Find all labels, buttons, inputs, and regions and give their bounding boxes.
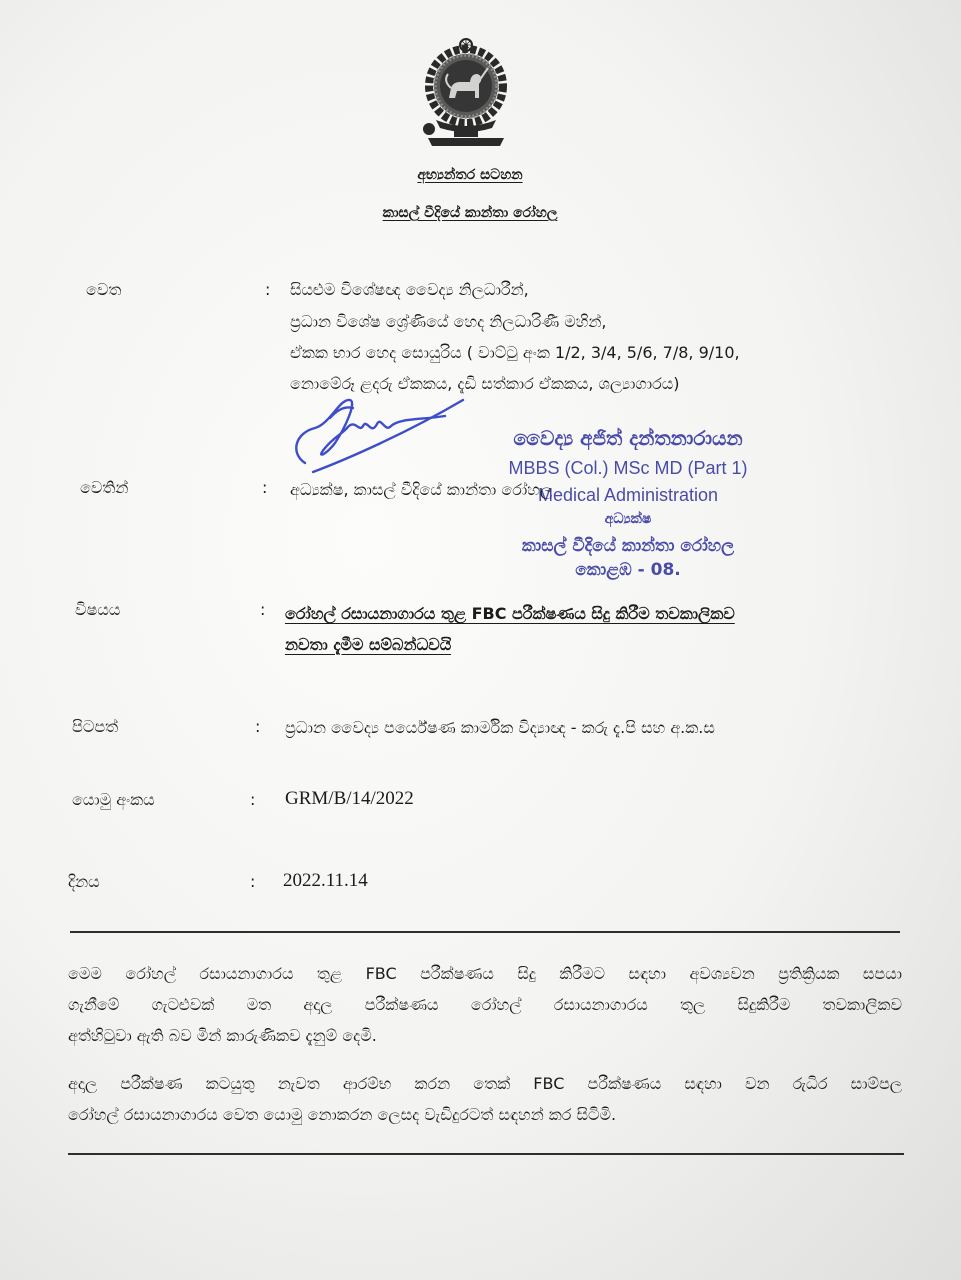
- to-line: සියළුම විශේෂඥ වෛද්‍ය නිලධාරීන්,: [290, 280, 529, 299]
- copies-colon: :: [255, 717, 261, 736]
- stamp-title: අධ්‍යක්ෂ: [604, 511, 652, 527]
- stamp-specialty: Medical Administration: [537, 485, 719, 505]
- body-line: මෙම රෝහල් රසායනාගාරය තුළ FBC පරීක්ෂණය සිදු කිරීමට සඳහා අවශ්‍යවන ප්‍රතික්‍රියක සපයා: [68, 964, 902, 983]
- sun-icon: [423, 123, 435, 135]
- date-value: 2022.11.14: [283, 870, 368, 891]
- reference-label: යොමු අංකය: [72, 790, 155, 809]
- copies-value: ප්‍රධාන වෛද්‍ය පර්යේෂණ කාර්මික විද්‍යාඥ - කරු දැ.පි සහ අ.ක.ස: [285, 718, 715, 737]
- copies-row: [0, 716, 961, 742]
- signature-icon: [285, 388, 475, 488]
- body-line: අදාල පරීක්ෂණ කටයුතු නැවත ආරම්භ කරන තෙක් FBC පරීක්ෂණය සඳහා වන රුධිර සාම්පල: [68, 1074, 902, 1093]
- institution-text: කාසල් වීදියේ කාන්තා රෝහල: [382, 205, 558, 221]
- date-label: දිනය: [68, 872, 100, 891]
- moon-icon: [497, 123, 503, 135]
- to-label: වෙත: [86, 280, 122, 299]
- vase-base: [428, 120, 504, 146]
- subject-line: නවතා දැමීම සම්බන්ධවයි: [285, 635, 452, 654]
- date-colon: :: [250, 872, 256, 891]
- stamp-institution: කාසල් වීදියේ කාන්තා රෝහල: [521, 536, 735, 556]
- from-colon: :: [262, 478, 268, 497]
- from-value: අධ්‍යක්ෂ, කාසල් වීදියේ කාන්තා රෝහල: [290, 480, 553, 499]
- date-row: [0, 871, 961, 899]
- body-line: ගැනීමේ ගැටළුවක් මත අදාල පරීක්ෂණය රෝහල් රසායනාගාරය තුල සිදුකිරීම තවකාලිකව: [68, 995, 902, 1014]
- body-line: අත්හිටුවා ඇති බව මින් කාරුණිකව දැනුම් දෙමි.: [68, 1026, 377, 1045]
- from-label: වෙතින්: [80, 478, 129, 497]
- memo-type-heading: [300, 165, 640, 185]
- subject-row: [0, 599, 961, 661]
- to-line: නොමේරූ ළදරු ඒකකය, දැඩි සත්කාර ඒකකය, ශල්‍යාගාරය): [290, 374, 680, 393]
- reference-colon: :: [250, 790, 256, 809]
- to-line: ප්‍රධාන විශේෂ ශ්‍රේණියේ හෙද නිලධාරිණී මහින්,: [290, 312, 607, 331]
- stamp-city: කොළඹ - 08.: [575, 560, 681, 580]
- to-colon: :: [265, 280, 271, 299]
- divider-top: [70, 931, 900, 933]
- reference-number: GRM/B/14/2022: [285, 788, 414, 809]
- stamp-name: වෛද්‍ය අජිත් දන්තනාරායන: [513, 426, 743, 450]
- memo-body: [68, 958, 902, 1130]
- body-paragraph: [68, 958, 902, 1051]
- subject-colon: :: [260, 600, 266, 619]
- memo-type-text: අභ්‍යන්තර සටහන: [417, 167, 523, 183]
- stamp-qualifications: MBBS (Col.) MSc MD (Part 1): [508, 458, 748, 478]
- copies-label: පිටපත්: [72, 717, 119, 736]
- to-row: [0, 279, 961, 399]
- to-line: ඒකක භාර හෙද සොයුරිය ( වාට්ටු අංක 1/2, 3/4, 5/6, 7/8, 9/10,: [290, 343, 740, 362]
- subject-line: රෝහල් රසායනාගාරය තුළ FBC පරීක්ෂණය සිදු කිරීම තවකාලිකව: [285, 604, 735, 623]
- body-line: රෝහල් රසායනාගාරය වෙත යොමු නොකරන ලෙසද වැඩිදුරටත් සඳහන් කර සිටිමි.: [68, 1105, 617, 1124]
- national-emblem-icon: [416, 36, 516, 148]
- divider-bottom: [68, 1153, 904, 1155]
- reference-row: [0, 789, 961, 817]
- subject-label: විෂයය: [75, 600, 121, 619]
- body-paragraph: [68, 1068, 902, 1130]
- institution-heading: [300, 203, 640, 223]
